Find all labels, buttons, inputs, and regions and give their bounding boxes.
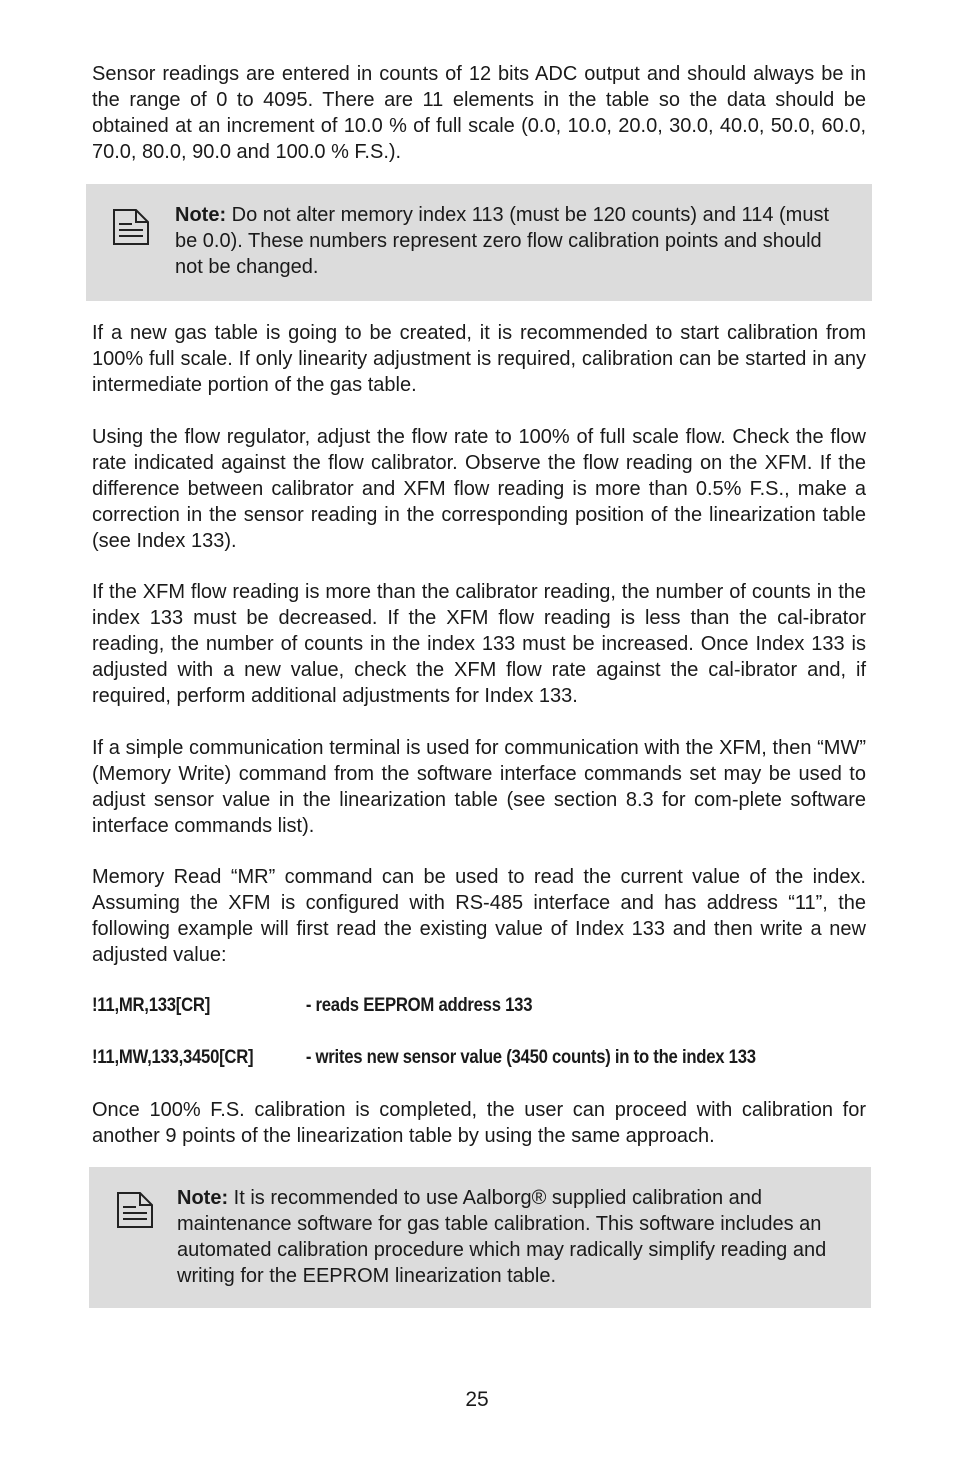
- note-body: It is recommended to use Aalborg® supplied calibration and maintenance software for gas table calibration. This software includes an automated calibration procedure which may radically simplify reading and writing for the EEPROM linearization table.: [177, 1187, 827, 1287]
- paragraph-memory-write: If a simple communication terminal is used for communication with the XFM, then “MW” (Memory Write) command from the software interface commands set may be used to adjust sensor value in the linearization table (see section 8.3 for com-plete software interface commands list).: [92, 737, 866, 837]
- paragraph-flow-reading-adjust: If the XFM flow reading is more than the calibrator reading, the number of counts in the index 133 must be decreased. If the XFM flow reading is less than the cal-ibrator reading, the number of counts in the index 133 must be increased. Once Index 133 is adjusted with a new value, check the XFM flow rate against the cal-ibrator and, if required, perform additional adjustments for Index 133.: [92, 581, 866, 707]
- paragraph-calibration-complete: Once 100% F.S. calibration is completed, the user can proceed with calibration for another 9 points of the linearization table by using the same approach.: [92, 1099, 866, 1147]
- note-box-memory-index: [86, 184, 872, 301]
- command-description: - writes new sensor value (3450 counts) in to the index 133: [305, 1047, 756, 1068]
- paragraph-sensor-readings: Sensor readings are entered in counts of 12 bits ADC output and should always be in the range of 0 to 4095. There are 11 elements in the table so the data should be obtained at an increment of 10.0 % of full scale (0.0, 10.0, 20.0, 30.0, 40.0, 50.0, 60.0, 70.0, 80.0, 90.0 and 100.0 % F.S.).: [92, 63, 866, 163]
- command-line-read: [92, 993, 533, 1019]
- page-number: 25: [465, 1388, 489, 1411]
- command-code: !11,MR,133[CR]: [92, 995, 211, 1016]
- paragraph-flow-regulator: Using the flow regulator, adjust the flow rate to 100% of full scale flow. Check the flow rate indicated against the flow calibrator. Observe the flow reading on the XFM. If the difference between calibrator and XFM flow reading is more than 0.5% F.S., make a correction in the sensor reading in the corresponding position of the linearization table (see Index 133).: [92, 426, 866, 552]
- command-line-write: [92, 1045, 756, 1071]
- paragraph-new-gas-table: If a new gas table is going to be created, it is recommended to start calibration from 100% full scale. If only linearity adjustment is required, calibration can be started in any intermediate portion of the gas table.: [92, 322, 866, 396]
- note-label: Note:: [177, 1187, 229, 1209]
- note-document-icon: [116, 1191, 154, 1229]
- note-text-memory-index: [175, 202, 845, 280]
- note-text-aalborg-software: [177, 1185, 857, 1289]
- command-code: !11,MW,133,3450[CR]: [92, 1047, 254, 1068]
- note-label: Note:: [175, 204, 227, 226]
- note-body: Do not alter memory index 113 (must be 120 counts) and 114 (must be 0.0). These numbers represent zero flow calibration points and should not be changed.: [175, 204, 829, 278]
- command-description: - reads EEPROM address 133: [305, 995, 533, 1016]
- note-box-aalborg-software: [89, 1167, 871, 1308]
- note-document-icon: [112, 208, 150, 246]
- paragraph-memory-read: Memory Read “MR” command can be used to read the current value of the index. Assuming the XFM is configured with RS-485 interface and has address “11”, the following example will first read the existing value of Index 133 and then write a new adjusted value:: [92, 866, 866, 966]
